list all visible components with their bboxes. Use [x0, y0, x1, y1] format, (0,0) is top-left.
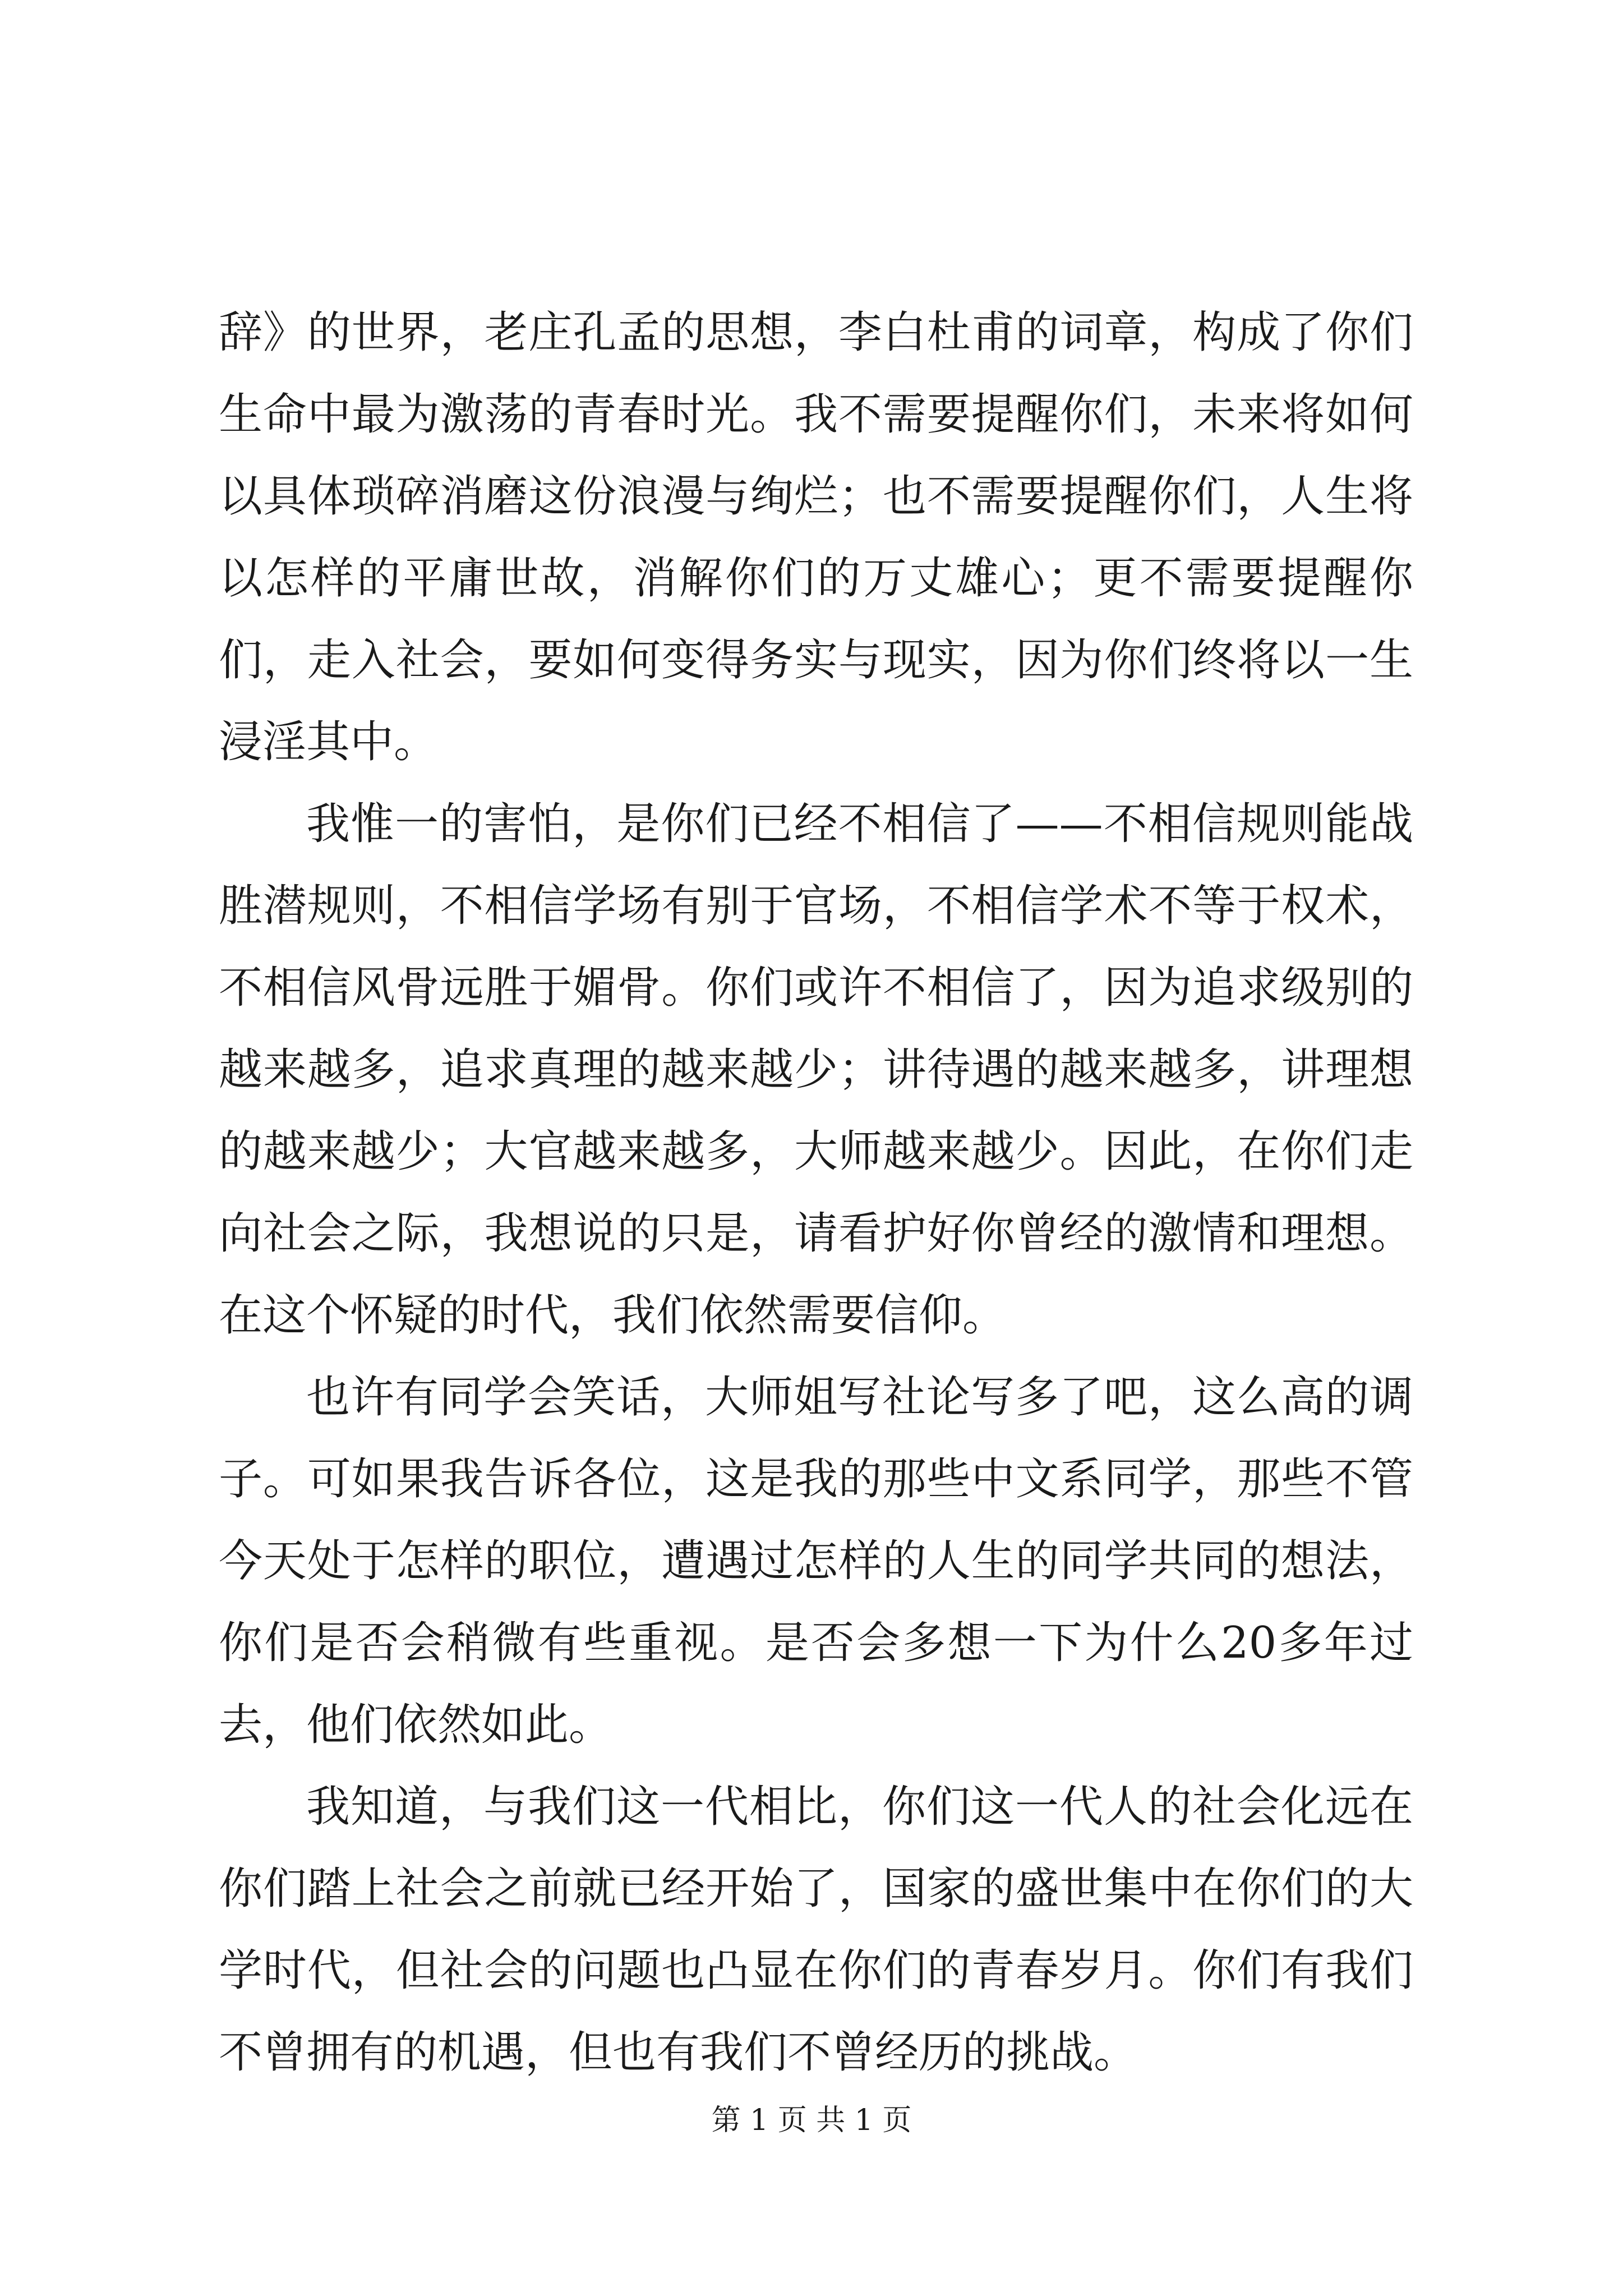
paragraph-1: 辞》的世界，老庄孔孟的思想，李白杜甫的词章，构成了你们生命中最为激荡的青春时光。我不需要提醒你们，未来将如何以具体琐碎消磨这份浪漫与绚烂；也不需要提醒你们，人生将以怎样的平庸世故，消解你们的万丈雄心；更不需要提醒你们，走入社会，要如何变得务实与现实，因为你们终将以一生浸淫其中。 [219, 307, 1413, 767]
paragraph-4: 我知道，与我们这一代相比，你们这一代人的社会化远在你们踏上社会之前就已经开始了，国家的盛世集中在你们的大学时代，但社会的问题也凸显在你们的青春岁月。你们有我们不曾拥有的机遇，但也有我们不曾经历的挑战。 [219, 1782, 1413, 2078]
page-footer: 第 1 页 共 1 页 [711, 2104, 912, 2137]
document-body [219, 292, 1413, 2093]
paragraph-2: 我惟一的害怕，是你们已经不相信了——不相信规则能战胜潜规则，不相信学场有别于官场，不相信学术不等于权术，不相信风骨远胜于媚骨。你们或许不相信了，因为追求级别的越来越多，追求真理的越来越少；讲待遇的越来越多，讲理想的越来越少；大官越来越多，大师越来越少。因此，在你们走向社会之际，我想说的只是，请看护好你曾经的激情和理想。在这个怀疑的时代，我们依然需要信仰。 [219, 799, 1413, 1341]
paragraph-3: 也许有同学会笑话，大师姐写社论写多了吧，这么高的调子。可如果我告诉各位，这是我的那些中文系同学，那些不管今天处于怎样的职位，遭遇过怎样的人生的同学共同的想法，你们是否会稍微有些重视。是否会多想一下为什么20多年过去，他们依然如此。 [219, 1372, 1413, 1750]
